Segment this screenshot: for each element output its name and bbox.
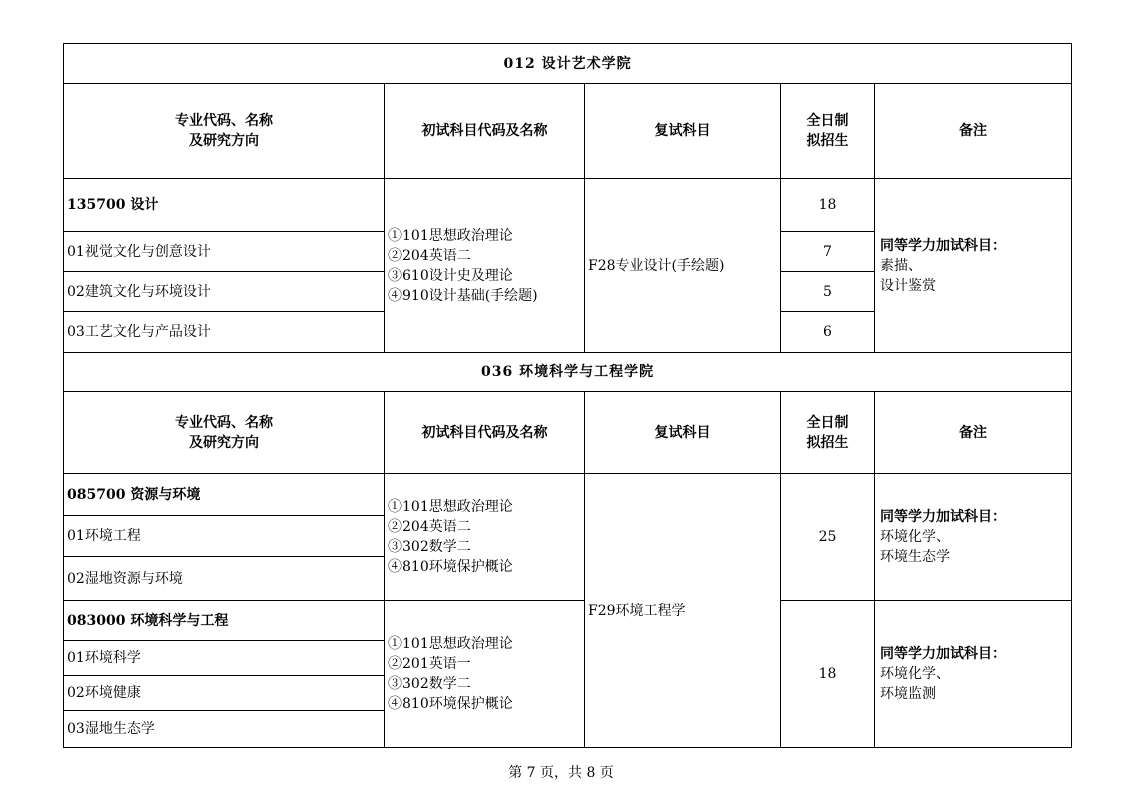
note-title: 同等学力加试科目： [880, 509, 1006, 525]
note-item: 环境化学、 [880, 529, 950, 545]
quota-value: 7 [781, 232, 875, 272]
header-quota [781, 392, 875, 474]
note-title: 同等学力加试科目： [880, 237, 1006, 254]
page-footer: 第 7 页，共 8 页 [508, 765, 614, 781]
exam-item: ③302数学二 [388, 676, 471, 692]
note-cell [875, 601, 1072, 748]
direction-item: 01环境工程 [64, 516, 385, 557]
header-retest: 复试科目 [585, 84, 781, 179]
exam-item: ②201英语一 [388, 656, 471, 672]
header-major [64, 84, 385, 179]
quota-value: 18 [781, 601, 875, 748]
section-title-design: 012 设计艺术学院 [64, 44, 1072, 84]
header-major-line2: 及研究方向 [189, 133, 259, 149]
note-item: 设计鉴赏 [880, 277, 936, 294]
note-cell [875, 474, 1072, 601]
header-quota-line2: 拟招生 [806, 133, 849, 149]
exam-item: ③610设计史及理论 [388, 267, 513, 284]
quota-value: 6 [781, 312, 875, 353]
note-title: 同等学力加试科目： [880, 646, 1006, 662]
header-major [64, 392, 385, 474]
header-quota-line2: 拟招生 [806, 434, 849, 451]
note-item: 环境监测 [880, 686, 936, 702]
header-retest: 复试科目 [585, 392, 781, 474]
exam-item: ①101思想政治理论 [388, 227, 513, 244]
note-item: 环境生态学 [880, 549, 950, 565]
direction-item: 03工艺文化与产品设计 [64, 312, 385, 353]
header-note: 备注 [875, 392, 1072, 474]
direction-item: 02湿地资源与环境 [64, 557, 385, 601]
exam-item: ④810环境保护概论 [388, 559, 513, 575]
note-item: 素描、 [880, 257, 922, 274]
major-name: 083000 环境科学与工程 [64, 601, 385, 641]
retest-subject: F29环境工程学 [585, 474, 781, 748]
quota-value: 5 [781, 272, 875, 312]
header-exam: 初试科目代码及名称 [385, 392, 585, 474]
exam-item: ③302数学二 [388, 539, 471, 555]
header-major-line1: 专业代码、名称 [175, 113, 273, 129]
direction-item: 03湿地生态学 [64, 711, 385, 748]
quota-value: 18 [781, 179, 875, 232]
header-quota [781, 84, 875, 179]
exam-subjects [385, 601, 585, 748]
exam-item: ②204英语二 [388, 519, 471, 535]
admission-table [63, 43, 1072, 748]
exam-subjects [385, 474, 585, 601]
quota-value: 25 [781, 474, 875, 601]
direction-item: 02建筑文化与环境设计 [64, 272, 385, 312]
section-title-environment: 036 环境科学与工程学院 [64, 353, 1072, 392]
header-major-line2: 及研究方向 [189, 434, 259, 451]
header-note: 备注 [875, 84, 1072, 179]
exam-item: ①101思想政治理论 [388, 636, 513, 652]
major-name: 085700 资源与环境 [64, 474, 385, 516]
header-exam: 初试科目代码及名称 [385, 84, 585, 179]
direction-item: 01视觉文化与创意设计 [64, 232, 385, 272]
retest-subject: F28专业设计(手绘题) [585, 179, 781, 353]
exam-item: ④810环境保护概论 [388, 696, 513, 712]
exam-item: ④910设计基础(手绘题) [388, 287, 538, 304]
note-cell [875, 179, 1072, 353]
exam-subjects [385, 179, 585, 353]
direction-item: 02环境健康 [64, 676, 385, 711]
direction-item: 01环境科学 [64, 641, 385, 676]
header-quota-line1: 全日制 [806, 113, 849, 129]
major-name: 135700 设计 [64, 179, 385, 232]
exam-item: ①101思想政治理论 [388, 499, 513, 515]
header-quota-line1: 全日制 [806, 414, 849, 431]
header-major-line1: 专业代码、名称 [175, 414, 273, 431]
note-item: 环境化学、 [880, 666, 950, 682]
exam-item: ②204英语二 [388, 247, 471, 264]
